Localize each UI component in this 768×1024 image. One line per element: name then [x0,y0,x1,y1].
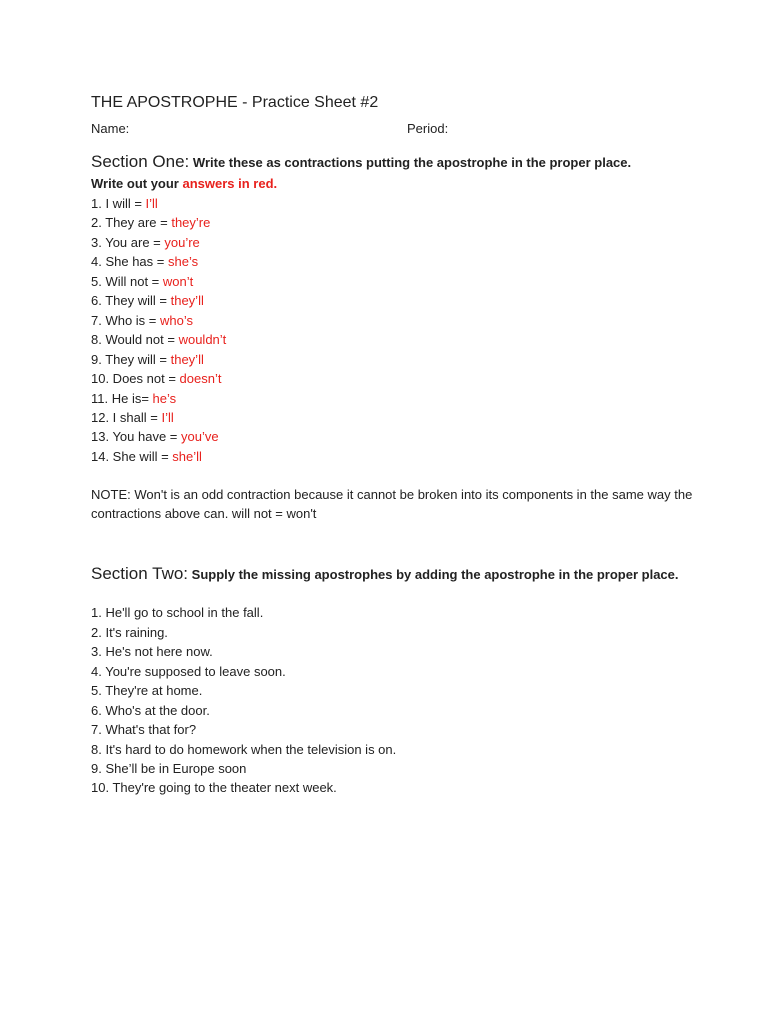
list-item [91,252,711,271]
item-answer: they’ll [170,351,204,367]
item-prompt: 14. She will = [91,448,173,464]
list-item [91,291,711,310]
list-item [91,233,711,252]
list-item: 9. She’ll be in Europe soon [91,760,247,776]
item-answer: they’ll [170,293,204,309]
item-answer: wouldn’t [178,332,227,348]
section-one-instruction-red: answers in red. [182,176,278,191]
list-item [91,350,711,369]
item-prompt: 5. Will not = [91,273,163,289]
section-two [91,563,711,798]
list-item [91,408,711,427]
list-item [91,427,711,446]
list-item: 1. He'll go to school in the fall. [91,605,264,621]
name-label: Name: [91,121,130,136]
item-answer: she’s [167,254,199,270]
name-period-row [91,119,711,139]
list-item: 10. They're going to the theater next week. [91,780,337,796]
item-answer: who’s [160,312,194,328]
item-prompt: 7. Who is = [91,312,160,328]
item-prompt: 2. They are = [91,215,172,231]
section-two-instruction: Supply the missing apostrophes by adding the apostrophe in the proper place. [191,567,679,583]
item-prompt: 10. Does not = [91,371,180,387]
item-answer: you’re [164,234,200,250]
item-answer: she’ll [172,448,202,464]
item-answer: doesn’t [179,371,222,387]
list-item [91,213,711,232]
list-item: 3. He's not here now. [91,644,213,660]
list-item [91,447,711,466]
list-item: 7. What's that for? [91,722,197,738]
list-item: 5. They're at home. [91,683,203,699]
note-paragraph: NOTE: Won't is an odd contraction because it cannot be broken into its components in the same way the contractions above can. will not = won't [91,487,693,522]
section-one-instruction-line2: Write out your [91,176,179,191]
section-two-heading [91,563,711,585]
list-item [91,272,711,291]
list-item [91,330,711,349]
page-title: THE APOSTROPHE - Practice Sheet #2 [91,94,379,111]
list-item [91,311,711,330]
item-answer: you’ve [181,429,219,445]
item-answer: I’ll [161,409,174,425]
item-prompt: 1. I will = [91,196,146,211]
item-prompt: 3. You are = [91,234,165,250]
section-one-instruction: Write these as contractions putting the apostrophe in the proper place. [192,155,632,170]
item-prompt: 8. Would not = [91,332,179,348]
section-one [91,151,711,466]
worksheet-page [91,93,711,798]
section-one-list [91,194,711,466]
section-one-heading [91,151,711,194]
item-answer: he’s [152,390,177,406]
list-item [91,194,711,213]
item-prompt: 11. He is= [91,390,153,406]
list-item [91,369,711,388]
item-prompt: 6. They will = [91,293,171,309]
item-answer: won’t [162,273,194,289]
item-answer: I’ll [145,196,158,211]
section-two-label: Section Two: [91,564,189,584]
list-item: 4. You're supposed to leave soon. [91,663,286,679]
item-prompt: 4. She has = [91,254,168,270]
item-prompt: 12. I shall = [91,409,162,425]
list-item: 2. It's raining. [91,624,168,640]
section-one-label: Section One: [91,152,190,171]
item-prompt: 9. They will = [91,351,171,367]
item-prompt: 13. You have = [91,429,182,445]
period-label: Period: [407,121,449,136]
list-item [91,389,711,408]
list-item: 6. Who's at the door. [91,702,210,718]
section-two-list [91,603,711,798]
item-answer: they’re [171,215,211,231]
list-item: 8. It's hard to do homework when the television is on. [91,741,397,757]
